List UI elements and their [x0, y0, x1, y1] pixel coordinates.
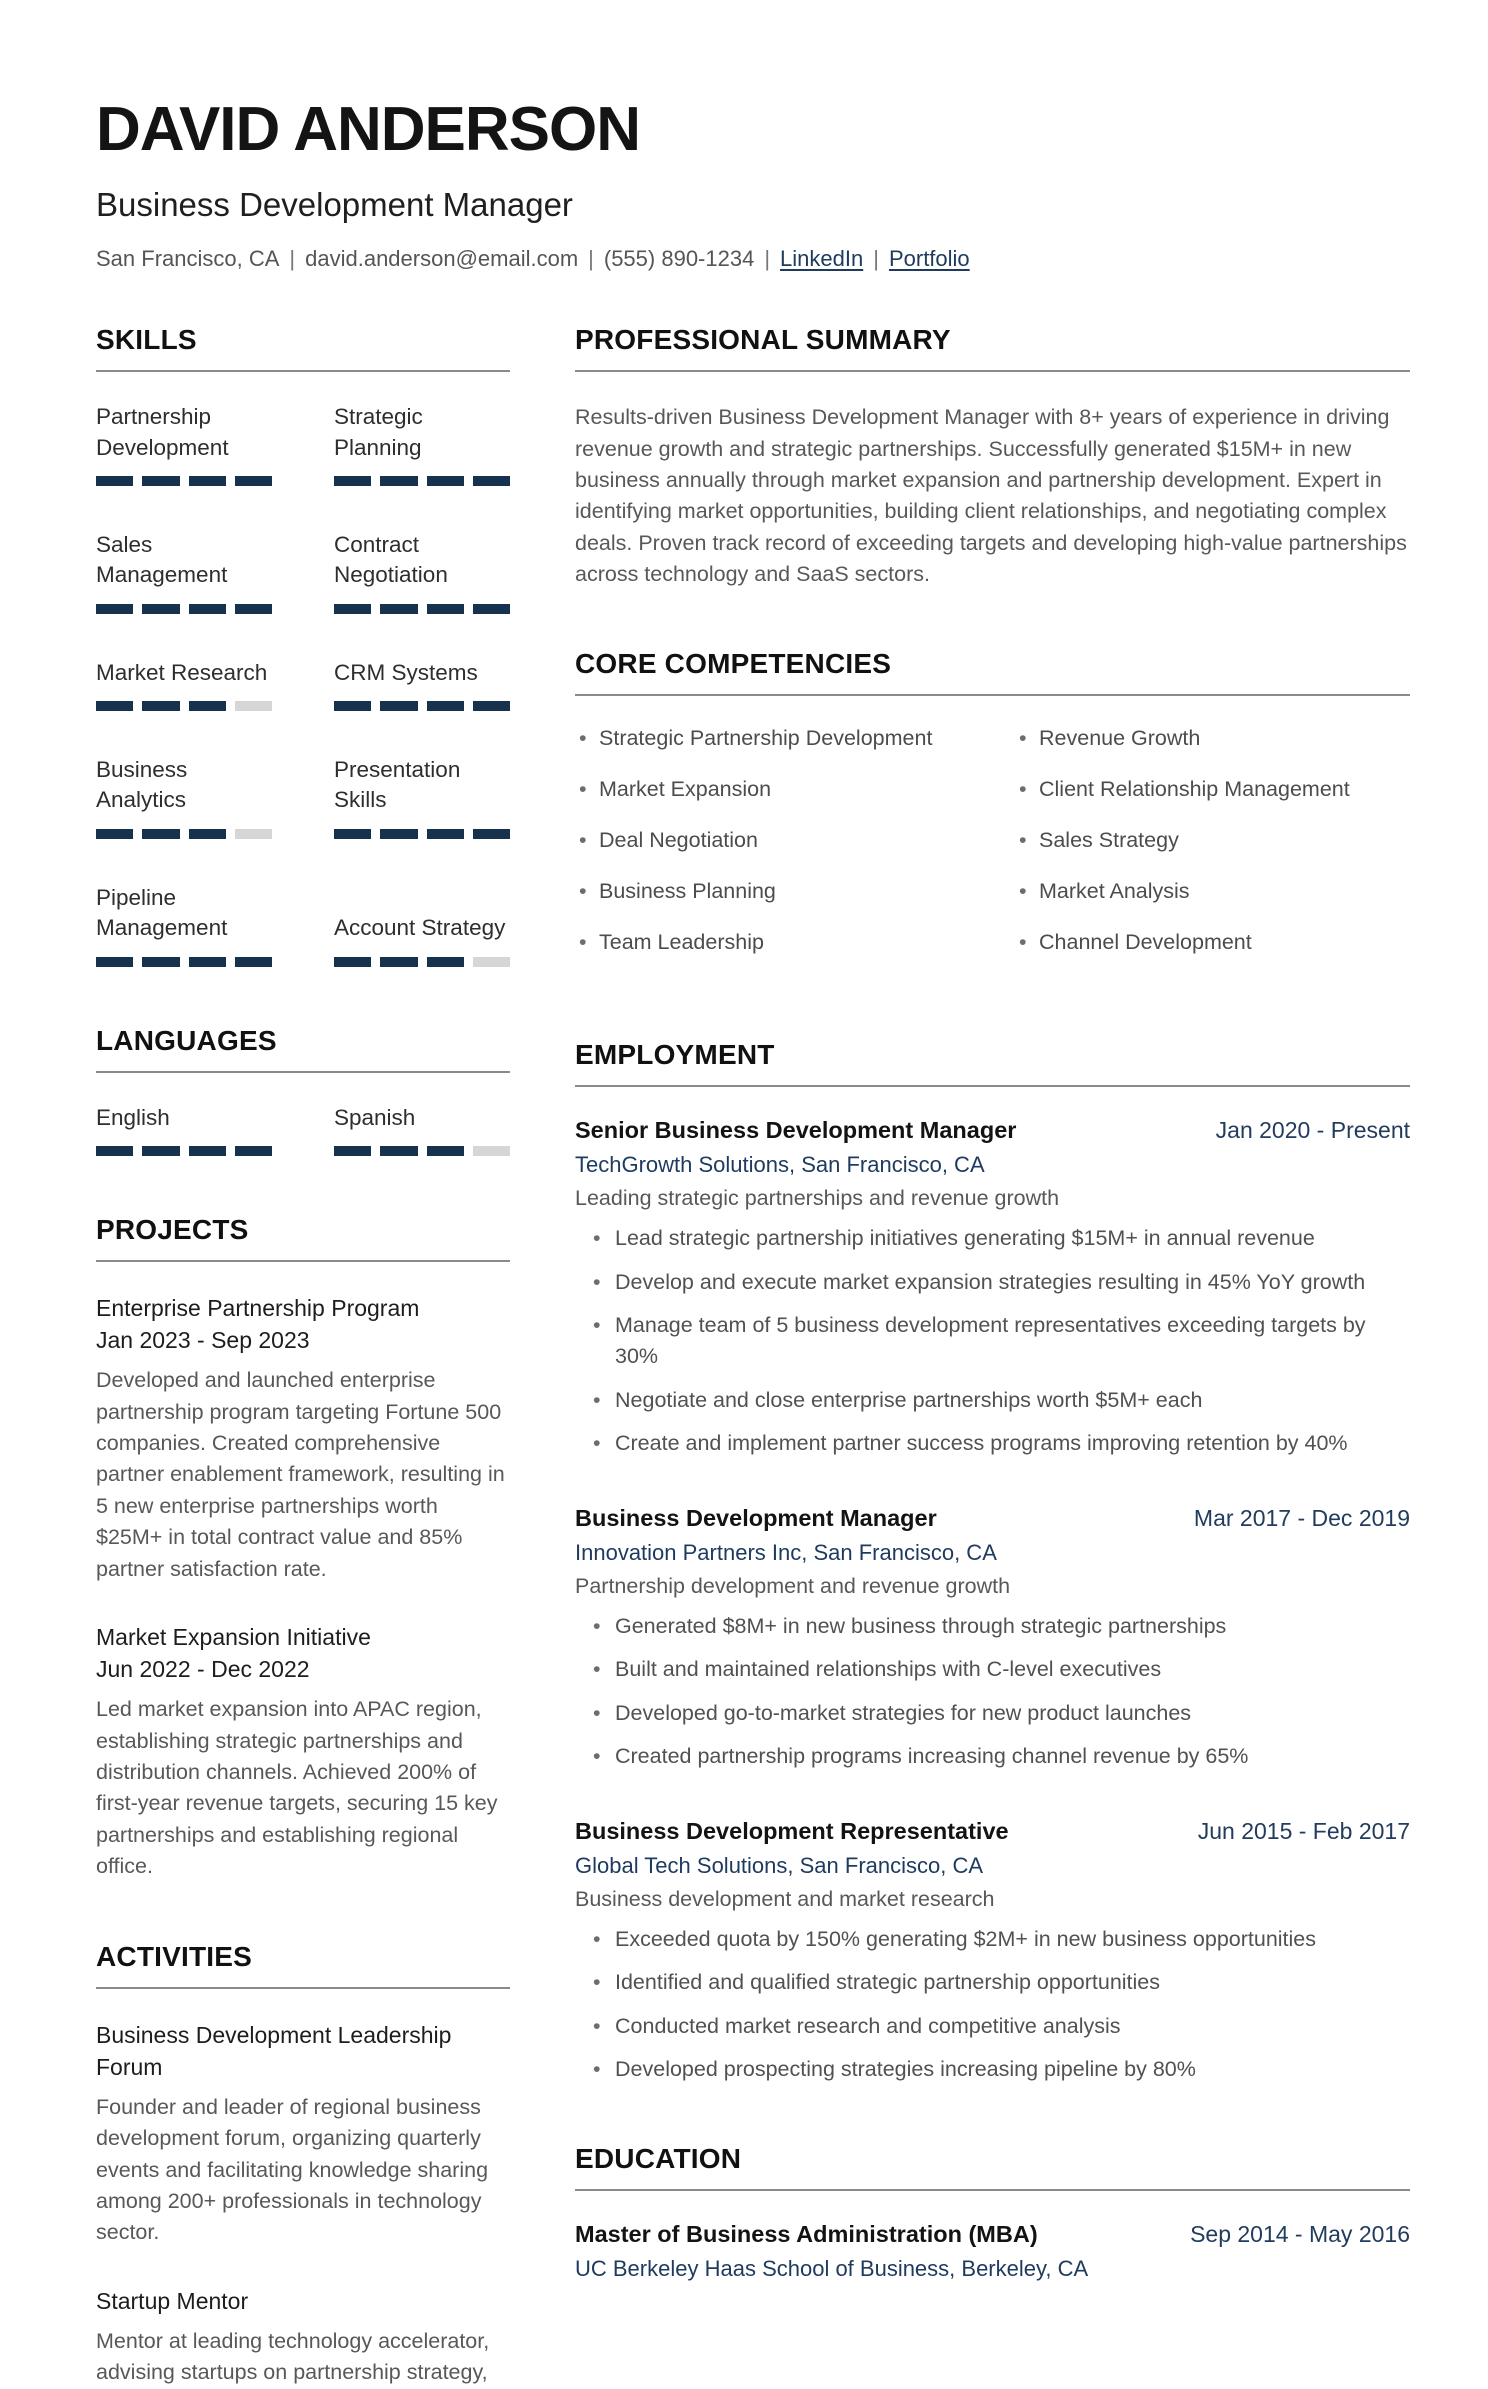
skill-name: Contract Negotiation: [334, 531, 448, 588]
contact-location: San Francisco, CA: [96, 246, 280, 272]
skill-item: [96, 530, 272, 614]
contact-phone: (555) 890-1234: [603, 246, 755, 272]
skill-bar: [334, 957, 510, 967]
job-item: [575, 1505, 1410, 1772]
job-bullet: • Develop and execute market expansion strategies resulting in 45% YoY growth: [591, 1267, 1410, 1298]
competency-item: • Market Expansion: [575, 777, 1015, 802]
skill-item: [334, 1103, 510, 1156]
skill-name: Business Analytics: [96, 757, 188, 813]
skill-bar-segment: [189, 829, 226, 839]
job-bullet: • Lead strategic partnership initiatives generating $15M+ in annual revenue: [591, 1223, 1410, 1254]
job-company: Innovation Partners Inc, San Francisco, CA: [575, 1539, 997, 1565]
skill-name: Spanish: [334, 1104, 416, 1130]
job-header: [575, 1117, 1410, 1144]
job-header: [575, 1818, 1410, 1845]
skill-bar-segment: [473, 604, 510, 614]
degree-dates: Sep 2014 - May 2016: [1190, 2220, 1410, 2247]
skill-bar-segment: [235, 476, 272, 486]
skill-bar-segment: [427, 957, 464, 967]
contact-separator: |: [289, 246, 296, 272]
skill-bar-segment: [427, 829, 464, 839]
project-item: [96, 1292, 510, 1585]
skill-bar: [96, 957, 272, 967]
skill-bar-segment: [96, 604, 133, 614]
skill-bar-segment: [189, 701, 226, 711]
job-bullet: • Negotiate and close enterprise partnerships worth $5M+ each: [591, 1385, 1410, 1416]
skill-bar: [334, 476, 510, 486]
skill-bar-segment: [334, 476, 371, 486]
competencies-heading: CORE COMPETENCIES: [575, 648, 1410, 696]
linkedin-link[interactable]: LinkedIn: [780, 246, 864, 272]
skill-bar-segment: [334, 829, 371, 839]
employment-section: [575, 1039, 1410, 2084]
skill-bar-segment: [334, 701, 371, 711]
skill-bar: [334, 1146, 510, 1156]
education-section: [575, 2143, 1410, 2282]
portfolio-link[interactable]: Portfolio: [888, 246, 970, 272]
contact-line: [96, 246, 1410, 272]
side-entry-description: Developed and launched enterprise partnership program targeting Fortune 500 companies. Created comprehensive partner enablement framework, resulting in 5 new enterprise partnerships worth $25M+ in total contract value and 85% partner satisfaction rate.: [96, 1368, 505, 1581]
job-bullet: • Create and implement partner success programs improving retention by 40%: [591, 1428, 1410, 1459]
resume-columns: [96, 324, 1410, 2389]
side-entry-title: Market Expansion Initiative: [96, 1623, 371, 1650]
skill-bar-segment: [96, 1146, 133, 1156]
skill-bar: [334, 701, 510, 711]
activity-item: [96, 2019, 510, 2249]
skill-bar-segment: [427, 701, 464, 711]
competency-item: • Team Leadership: [575, 930, 1015, 955]
competency-item: • Business Planning: [575, 879, 1015, 904]
skill-item: [334, 658, 510, 711]
skill-name: CRM Systems: [334, 659, 478, 685]
competency-item: • Sales Strategy: [1015, 828, 1410, 853]
skill-bar-segment: [142, 476, 179, 486]
skill-item: [334, 755, 510, 839]
skill-bar-segment: [189, 476, 226, 486]
education-list: [575, 2221, 1410, 2282]
job-item: [575, 1117, 1410, 1458]
skill-bar-segment: [96, 476, 133, 486]
skill-bar-segment: [427, 1146, 464, 1156]
projects-section: [96, 1214, 510, 1883]
skill-bar-segment: [473, 829, 510, 839]
employment-heading: EMPLOYMENT: [575, 1039, 1410, 1087]
languages-section: [96, 1025, 510, 1156]
sidebar-column: [96, 324, 510, 2389]
skill-bar-segment: [427, 476, 464, 486]
contact-separator: |: [873, 246, 879, 272]
skill-bar-segment: [142, 1146, 179, 1156]
skill-bar-segment: [473, 701, 510, 711]
skill-bar-segment: [380, 829, 417, 839]
education-heading: EDUCATION: [575, 2143, 1410, 2191]
activities-heading: ACTIVITIES: [96, 1941, 510, 1989]
skill-bar-segment: [235, 829, 272, 839]
competency-item: • Channel Development: [1015, 930, 1410, 955]
job-bullets: [575, 1611, 1410, 1772]
competency-item: • Revenue Growth: [1015, 726, 1410, 751]
skill-name: Pipeline Management: [96, 884, 228, 941]
skill-bar-segment: [427, 604, 464, 614]
jobs-list: [575, 1117, 1410, 2084]
resume-header: [96, 96, 1410, 272]
summary-section: [575, 324, 1410, 590]
skill-bar-segment: [96, 829, 133, 839]
skill-bar-segment: [189, 1146, 226, 1156]
skill-bar-segment: [142, 829, 179, 839]
skill-bar: [96, 829, 272, 839]
skill-bar-segment: [380, 604, 417, 614]
job-bullet: • Developed prospecting strategies increasing pipeline by 80%: [591, 2054, 1410, 2085]
job-bullets: [575, 1223, 1410, 1458]
summary-heading: PROFESSIONAL SUMMARY: [575, 324, 1410, 372]
side-entry-title: Enterprise Partnership Program: [96, 1294, 420, 1321]
job-bullet: • Developed go-to-market strategies for new product launches: [591, 1698, 1410, 1729]
activities-list: [96, 2019, 510, 2389]
job-dates: Jan 2020 - Present: [1215, 1117, 1410, 1144]
languages-grid: [96, 1103, 510, 1156]
skill-bar-segment: [235, 604, 272, 614]
side-entry-description: Founder and leader of regional business development forum, organizing quarterly events and facilitating knowledge sharing among 200+ professionals in technology sector.: [96, 2094, 489, 2245]
job-item: [575, 1818, 1410, 2085]
job-bullet: • Exceeded quota by 150% generating $2M+ in new business opportunities: [591, 1924, 1410, 1955]
competencies-grid: [575, 726, 1410, 981]
skill-bar-segment: [235, 1146, 272, 1156]
job-header: [575, 1505, 1410, 1532]
skills-section: [96, 324, 510, 966]
job-bullets: [575, 1924, 1410, 2085]
job-bullet: • Built and maintained relationships with C-level executives: [591, 1654, 1410, 1685]
side-entry-description: Mentor at leading technology accelerator, advising startups on partnership strategy,: [96, 2329, 490, 2385]
activity-item: [96, 2285, 510, 2389]
skill-bar-segment: [334, 604, 371, 614]
skill-bar-segment: [334, 957, 371, 967]
competency-item: • Strategic Partnership Development: [575, 726, 1015, 751]
skill-bar-segment: [189, 604, 226, 614]
main-column: [575, 324, 1410, 2389]
skill-bar-segment: [473, 957, 510, 967]
skill-bar: [96, 476, 272, 486]
education-header: [575, 2221, 1410, 2248]
side-entry-dates: Jan 2023 - Sep 2023: [96, 1327, 310, 1354]
skill-name: Presentation Skills: [334, 757, 461, 813]
contact-separator: |: [764, 246, 771, 272]
job-summary: Business development and market research: [575, 1886, 995, 1911]
job-title: Business Development Representative: [575, 1817, 1009, 1844]
job-bullet: • Generated $8M+ in new business through strategic partnerships: [591, 1611, 1410, 1642]
job-summary: Leading strategic partnerships and revenue growth: [575, 1186, 1060, 1211]
competencies-left-list: [575, 726, 1015, 981]
skill-bar: [334, 829, 510, 839]
skills-heading: SKILLS: [96, 324, 510, 372]
job-summary: Partnership development and revenue growth: [575, 1573, 1011, 1598]
competency-item: • Market Analysis: [1015, 879, 1410, 904]
skill-name: Market Research: [96, 659, 268, 685]
competencies-right-list: [1015, 726, 1410, 981]
job-dates: Jun 2015 - Feb 2017: [1197, 1817, 1410, 1844]
skill-item: [334, 402, 510, 486]
job-dates: Mar 2017 - Dec 2019: [1193, 1504, 1410, 1531]
skill-name: Account Strategy: [334, 915, 506, 941]
job-company: TechGrowth Solutions, San Francisco, CA: [575, 1152, 985, 1178]
competencies-section: [575, 648, 1410, 981]
activities-section: [96, 1941, 510, 2389]
skill-bar-segment: [142, 957, 179, 967]
job-bullet: • Identified and qualified strategic partnership opportunities: [591, 1967, 1410, 1998]
skill-name: Strategic Planning: [334, 404, 423, 460]
skill-name: Sales Management: [96, 531, 228, 588]
skills-grid: [96, 402, 510, 966]
skill-bar-segment: [189, 957, 226, 967]
skill-bar-segment: [380, 701, 417, 711]
languages-heading: LANGUAGES: [96, 1025, 510, 1073]
job-title: Business Development Manager: [575, 1504, 937, 1531]
skill-bar-segment: [235, 701, 272, 711]
skill-bar: [96, 701, 272, 711]
contact-separator: |: [588, 246, 594, 272]
job-bullet: • Manage team of 5 business development representatives exceeding targets by 30%: [591, 1310, 1410, 1371]
skill-bar: [334, 604, 510, 614]
skill-bar-segment: [380, 957, 417, 967]
skill-item: [96, 883, 272, 967]
project-item: [96, 1621, 510, 1883]
skill-name: Partnership Development: [96, 404, 229, 460]
skill-bar-segment: [142, 604, 179, 614]
skill-bar: [96, 1146, 272, 1156]
skill-bar-segment: [142, 701, 179, 711]
skill-item: [334, 530, 510, 614]
skill-name: English: [96, 1104, 170, 1130]
skill-item: [334, 883, 510, 967]
contact-email: david.anderson@email.com: [305, 246, 579, 272]
skill-item: [96, 402, 272, 486]
job-company: Global Tech Solutions, San Francisco, CA: [575, 1852, 984, 1878]
skill-bar-segment: [96, 957, 133, 967]
skill-bar-segment: [380, 476, 417, 486]
projects-heading: PROJECTS: [96, 1214, 510, 1262]
skill-bar: [96, 604, 272, 614]
candidate-title: Business Development Manager: [96, 186, 573, 224]
skill-bar-segment: [473, 476, 510, 486]
side-entry-title: Business Development Leadership Forum: [96, 2021, 452, 2080]
school-name: UC Berkeley Haas School of Business, Berkeley, CA: [575, 2255, 1089, 2281]
skill-item: [96, 755, 272, 839]
skill-item: [96, 658, 272, 711]
skill-bar-segment: [334, 1146, 371, 1156]
side-entry-description: Led market expansion into APAC region, establishing strategic partnerships and distribution channels. Achieved 200% of first-year revenue targets, securing 15 key partnerships and establishing regional office.: [96, 1697, 498, 1879]
job-bullet: • Created partnership programs increasing channel revenue by 65%: [591, 1741, 1410, 1772]
skill-bar-segment: [96, 701, 133, 711]
skill-bar-segment: [380, 1146, 417, 1156]
candidate-name: DAVID ANDERSON: [96, 95, 641, 164]
competency-item: • Client Relationship Management: [1015, 777, 1410, 802]
skill-bar-segment: [235, 957, 272, 967]
degree-title: Master of Business Administration (MBA): [575, 2220, 1038, 2247]
job-title: Senior Business Development Manager: [575, 1117, 1017, 1144]
side-entry-title: Startup Mentor: [96, 2287, 249, 2314]
summary-text: Results-driven Business Development Manager with 8+ years of experience in driving revenue growth and strategic partnerships. Successfully generated $15M+ in new business annually through market expansion and partnership development. Expert in identifying market opportunities, building client relationships, and negotiating complex deals. Proven track record of exceeding targets and developing high-value partnerships across technology and SaaS sectors.: [575, 405, 1407, 587]
job-bullet: • Conducted market research and competitive analysis: [591, 2011, 1410, 2042]
side-entry-dates: Jun 2022 - Dec 2022: [96, 1656, 310, 1683]
skill-bar-segment: [473, 1146, 510, 1156]
skill-item: [96, 1103, 272, 1156]
education-item: [575, 2221, 1410, 2282]
projects-list: [96, 1292, 510, 1883]
competency-item: • Deal Negotiation: [575, 828, 1015, 853]
